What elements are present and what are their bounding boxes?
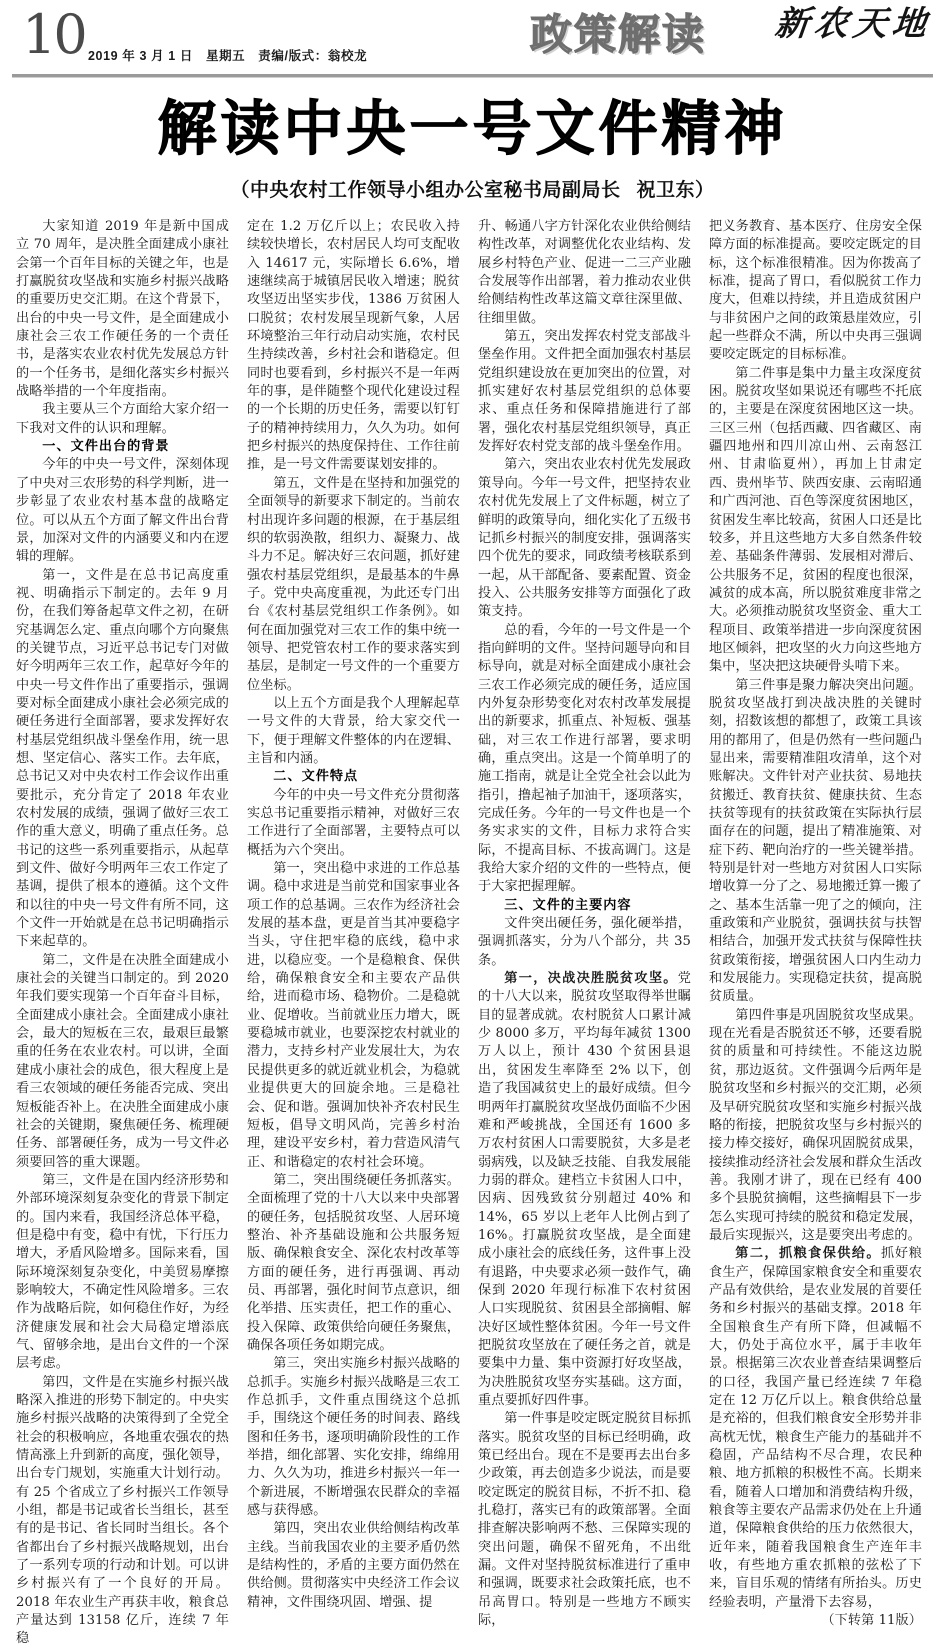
body-paragraph: 定在 1.2 万亿斤以上；农民收入持续较快增长，农村居民人均可支配收入 14617 元，实际增长 6.6%，增速继续高于城镇居民收入增速；脱贫攻坚迈出坚实步伐，1386 万贫困人口脱贫；农村发展呈现新气象，人居环境整治三年行动启动实施，农村民生持续改善，乡村社会和谐稳定。但同时也要看到，乡村振兴不是一年两年的事，是伴随整个现代化建设过程的一个长期的历史任务，需要以钉钉子的精神持续用力，久久为功。如何把乡村振兴的热度保持住、工作往前推，是一号文件需要谋划安排的。 — [247, 219, 460, 473]
article-body-columns — [0, 218, 945, 1649]
page-number: 10 — [22, 3, 85, 66]
body-paragraph — [478, 970, 691, 1410]
body-paragraph: 第三，突出实施乡村振兴战略的总抓手。实施乡村振兴战略是三农工作总抓手，文件重点围绕这个总抓手，围绕这个硬任务的时间表、路线图和任务书，逐项明确阶段性的工作举措，细化部署、实化安排，绵绵用力、久久为功，推进乡村振兴一年一个新进展，不断增强农民群众的幸福感与获得感。 — [247, 1356, 460, 1519]
article-headline: 解读中央一号文件精神 — [157, 94, 788, 163]
section-heading: 二、文件特点 — [273, 769, 359, 785]
body-paragraph: 第二件事是集中力量主攻深度贫困。脱贫攻坚如果说还有哪些不托底的，主要是在深度贫困地区这一块。三区三州（包括西藏、四省藏区、南疆四地州和四川凉山州、云南怒江州、甘肃临夏州），再加上甘肃定西、贵州毕节、陕西安康、云南昭通和广西河池、百色等深度贫困地区，贫困发生率比较高，贫困人口还是比较多，并且这些地方大多自然条件较差、基础条件薄弱、发展相对滞后、公共服务不足，贫困的程度也很深，减贫的成本高，所以脱贫难度非常之大。必须推动脱贫攻坚资金、重大工程项目、政策举措进一步向深度贫困地区倾斜，把攻坚的火力向这些地方集中，坚决把这块硬骨头啃下来。 — [709, 365, 922, 675]
article-byline — [0, 178, 945, 202]
newspaper-brand-logo: 新农天地 — [772, 4, 934, 44]
body-paragraph: 大家知道 2019 年是新中国成立 70 周年，是决胜全面建成小康社会第一个百年目标的关键之年，也是打赢脱贫攻坚战和实施乡村振兴战略的重要历史交汇期。在这个背景下，出台的中央一号文件，是全面建成小康社会三农工作硬任务的一个责任书，是落实农业农村优先发展总方针的一个任务书，是细化落实乡村振兴战略举措的一个年度指南。 — [16, 219, 229, 400]
body-paragraph: 今年的中央一号文件充分贯彻落实总书记重要指示精神，对做好三农工作进行了全面部署，主要特点可以概括为六个突出。 — [247, 787, 460, 858]
body-paragraph: 我主要从三个方面给大家介绍一下我对文件的认识和理解。 — [16, 402, 229, 436]
section-title: 政策解读 — [530, 10, 707, 59]
editor-credit: 责编/版式：翁校龙 — [258, 49, 368, 63]
column-4 — [709, 218, 922, 1630]
body-paragraph: 文件突出硬任务，强化硬举措，强调抓落实，分为八个部分，共 35 条。 — [478, 916, 691, 968]
body-paragraph: 第三件事是聚力解决突出问题。脱贫攻坚战打到决战决胜的关键时刻，招数该想的都想了，政策工具该用的都用了，但是仍然有一些问题凸显出来，需要精准阻攻清单，这个对账解决。文件针对产业扶贫、易地扶贫搬迁、教育扶贫、健康扶贫、生态扶贫等现有的扶贫政策在实际执行层面存在的问题，提出了精准施策、对症下药、靶向治疗的一些关键举措。特别是针对一些地方对贫困人口实际增收算一分了之、易地搬迁算一搬了之、基本生活靠一兜了之的倾向，注重政策和产业脱贫，强调扶贫与扶智相结合，加强开发式扶贫与保障性扶贫政策衔接，增强贫困人口内生动力和发展能力。实现稳定扶贫，提高脱贫质量。 — [709, 677, 922, 1005]
body-paragraph — [709, 1245, 922, 1612]
body-paragraph: 把义务教育、基本医疗、住房安全保障方面的标准提高。要咬定既定的目标，这个标准很精准。因为你拨高了标准，提高了胃口，看似脱贫工作力度大，但难以持续，并且造成贫困户与非贫困户之间的政策悬崖效应，引起一些群众不满，所以中央再三强调要咬定既定的目标标准。 — [709, 219, 922, 363]
body-paragraph: 第五，文件是在坚持和加强党的全面领导的新要求下制定的。当前农村出现许多问题的根源，在于基层组织的软弱涣散，组织力、凝聚力、战斗力不足。解决好三农问题，抓好建强农村基层党组织，是最基本的牛鼻子。党中央高度重视，为此还专门出台《农村基层党组织工作条例》。如何在面加强党对三农工作的集中统一领导、把党管农村工作的要求落实到基层，是制定一号文件的一个重要方位坐标。 — [247, 475, 460, 693]
body-paragraph: 第三，文件是在国内经济形势和外部环境深刻复杂变化的背景下制定的。国内来看，我国经济总体平稳，但是稳中有变，稳中有忧，下行压力增大，矛盾风险增多。国际来看，国际环境深刻复杂变化，中美贸易摩擦影响较大，不确定性风险增多。三农作为战略后院，如何稳住作好，为经济健康发展和社会大局稳定增添底气、留够余地，是出台文件的一个深层考虑。 — [16, 1172, 229, 1372]
body-paragraph: 第二，突出围绕硬任务抓落实。全面梳理了党的十八大以来中央部署的硬任务，包括脱贫攻坚、人居环境整治、补齐基础设施和公共服务短版、确保粮食安全、深化农村改革等方面的硬任务，进行再强调、再动员、再部署，强化时间节点意识，细化举措、压实责任，把工作的重心、投入保障、政策供给向硬任务聚焦，确保各项任务如期完成。 — [247, 1172, 460, 1353]
body-paragraph: 总的看，今年的一号文件是一个指向鲜明的文件。坚持问题导向和目标导向，就是对标全面建成小康社会三农工作必须完成的硬任务，适应国内外复杂形势变化对农村改革发展提出的新要求，抓重点、补短板、强基础，对三农工作进行部署，要求明确，重点突出。这是一个简单明了的施工指南，就是让全党全社会以此为指引，撸起袖子加油干，逐项落实，完成任务。今年的一号文件也是一个务实求实的文件，目标力求符合实际，不提高目标、不拔高调门。这是我给大家介绍的文件的一些特点，便于大家把握理解。 — [478, 622, 691, 895]
dateline — [88, 46, 380, 64]
weekday: 星期五 — [205, 49, 246, 63]
headline-block — [0, 96, 945, 202]
header-divider-rule — [12, 74, 933, 77]
body-paragraph: 第五，突出发挥农村党支部战斗堡垒作用。文件把全面加强农村基层党组织建设放在更加突出的位置，对抓实建好农村基层党组织的总体要求、重点任务和保障措施进行了部署，强化农村基层党组织领导，真正发挥好农村党支部的战斗堡垒作用。 — [478, 329, 691, 455]
section-heading: 三、文件的主要内容 — [504, 897, 632, 913]
body-paragraph: 第四，突出农业供给侧结构改革主线。当前我国农业的主要矛盾仍然是结构性的，矛盾的主要方面仍然在供给侧。贯彻落实中央经济工作会议精神，文件围绕巩固、增强、提 — [247, 1521, 460, 1610]
body-paragraph: 第一，突出稳中求进的工作总基调。稳中求进是当前党和国家事业各项工作的总基调。三农作为经济社会发展的基本盘，更是首当其冲要稳字当头，守住把牢稳的底线，稳中求进，以稳应变。一个是稳粮食、保供给，确保粮食安全和主要农产品供给，进而稳市场、稳物价。二是稳就业、促增收。当前就业压力增大，既要稳城市就业，也要深挖农村就业的潜力，支持乡村产业发展壮大，为农民提供更多的就近就业机会，为稳就业提供更大的回旋余地。三是稳社会、促和谐。强调加快补齐农村民生短板，倡导文明风尚，完善乡村治理，建设平安乡村，着力营造风清气正、和谐稳定的农村社会环境。 — [247, 861, 460, 1170]
continued-on-page-note: （下转第 11版） — [821, 1613, 922, 1629]
column-3 — [478, 218, 691, 1630]
paragraph-lead-in: 第一，决战决胜脱贫攻坚。 — [504, 971, 678, 987]
body-paragraph: 第四，文件是在实施乡村振兴战略深入推进的形势下制定的。中央实施乡村振兴战略的决策得到了全党全社会的积极响应，各地重农强农的热情高涨上升到新的高度，强化领导，出台专门规划，实施重大计划行动。有 25 个省成立了乡村振兴工作领导小组，都是书记或省长当组长，甚至有的是书记、省长同时当组长。各个省都出台了乡村振兴战略规划，出台了一系列专项的行动和计划。可以讲乡村振兴有了一个良好的开局。2018 年农业生产再获丰收，粮食总产量达到 13158 亿斤，连续 7 年稳 — [16, 1374, 229, 1647]
body-paragraph: 第二，文件是在决胜全面建成小康社会的关键当口制定的。到 2020 年我们要实现第一个百年奋斗目标，全面建成小康社会。全面建成小康社会，最大的短板在三农，最艰巨最繁重的任务在农业农村。可以讲，全面建成小康社会的成色，很大程度上是看三农领域的硬任务能否完成、突出短板能否补上。在决胜全面建成小康社会的关键期，聚焦硬任务、梳理硬任务、部署硬任务，成为一号文件必须要回答的重大课题。 — [16, 952, 229, 1170]
body-paragraph: 以上五个方面是我个人理解起草一号文件的大背景，给大家交代一下，便于理解文件整体的内在逻辑、主旨和内涵。 — [247, 695, 460, 766]
body-paragraph: 今年的中央一号文件，深刻体现了中央对三农形势的科学判断，进一步彰显了农业农村基本盘的战略定位。可以从五个方面了解文件出台背景，加深对文件的内涵要义和内在逻辑的理解。 — [16, 457, 229, 565]
column-2 — [247, 218, 460, 1612]
body-paragraph: 第四件事是巩固脱贫攻坚成果。现在光看是否脱贫还不够，还要看脱贫的质量和可持续性。不能这边脱贫，那边返贫。文件强调今后两年是脱贫攻坚和乡村振兴的交汇期，必须及早研究脱贫攻坚和实施乡村振兴战略的衔接，把脱贫攻坚与乡村振兴的接力棒交接好，确保巩固脱贫成果，接续推动经济社会发展和群众生活改善。我刚才讲了，现在已经有 400 多个县脱贫摘帽，这些摘帽县下一步怎么实现可持续的脱贫和稳定发展，最后实现振兴，这是要突出考虑的。 — [709, 1007, 922, 1243]
column-1 — [16, 218, 229, 1649]
paragraph-lead-in: 第二，抓粮食保供给。 — [735, 1246, 881, 1262]
section-heading: 一、文件出台的背景 — [42, 439, 170, 455]
publication-date: 2019 年 3 月 1 日 — [88, 49, 193, 63]
paragraph-text: 抓好粮食生产，保障国家粮食安全和重要农产品有效供给，是农业发展的首要任务和乡村振兴的基础支撑。2018 年全国粮食生产有所下降，但减幅不大，仍处于高位水平，属于丰收年景。根据第三次农业普查结果调整后的口径，我国产量已经连续 7 年稳定在 12 万亿斤以上。粮食供给总量是充裕的，但我们粮食安全形势并非高枕无忧，粮食生产能力的基础并不稳固，产品结构不尽合理，农民种粮、地方抓粮的积极性不高。长期来看，随着人口增加和消费结构升级，粮食等主要农产品需求仍处在上升通道，保障粮食供给的压力依然很大，近年来，随着我国粮食生产连年丰收，有些地方重农抓粮的弦松了下来，盲目乐观的情绪有所抬头。历史经验表明，产量滑下去容易， — [709, 1246, 922, 1610]
body-paragraph: 第一件事是咬定既定脱贫目标抓落实。脱贫攻坚的目标已经明确，政策已经出台。现在不是要再去出台多少政策，再去创造多少说法，而是要咬定既定的脱贫目标，不折不扣、稳扎稳打，落实已有的政策部署。全面排查解决影响两不愁、三保障实现的突出问题，确保不留死角，不出纰漏。文件对坚持脱贫标准进行了重申和强调，既要求社会政策托底，也不吊高胃口。特别是一些地方不顾实际， — [478, 1411, 691, 1629]
paragraph-text: 党的十八大以来，脱贫攻坚取得举世瞩目的显著成就。农村脱贫人口累计减少 8000 多万，平均每年减贫 1300 万人以上，预计 430 个贫困县退出，贫困发生率降至 2% 以下，创造了我国减贫史上的最好成绩。但今明两年打赢脱贫攻坚战仍面临不少困难和严峻挑战，全国还有 1600 多万农村贫困人口需要脱贫，大多是老弱病残，以及缺乏技能、自我发展能力弱的群众。建档立卡贫困人口中，因病、因残致贫分别超过 40% 和 14%，65 岁以上老年人比例占到了 16%。打赢脱贫攻坚战，是全面建成小康社会的底线任务，这件事上没有退路，中央要求必须一鼓作气，确保到 2020 年现行标准下农村贫困人口实现脱贫、贫困县全部摘帽、解决好区域性整体贫困。今年一号文件把脱贫攻坚放在了硬任务之首，就是要集中力量、集中资源打好攻坚战，为决胜脱贫攻坚夯实基础。这方面，重点要抓好四件事。 — [478, 971, 691, 1408]
body-paragraph: 第一，文件是在总书记高度重视、明确指示下制定的。去年 9 月份，在我们筹备起草文件之初，在研究基调怎么定、重点向哪个方向聚焦的关键节点，习近平总书记专门对做好今明两年三农工作，起草好今年的中央一号文件作出了重要指示，强调要对标全面建成小康社会必须完成的硬任务进行全面部署，要求发挥好农村基层党组织战斗堡垒作用，统一思想、坚定信心、落实工作。去年底，总书记又对中央农村工作会议作出重要批示，充分肯定了 2018 年农业农村发展的成绩，强调了做好三农工作的重大意义，明确了重点任务。总书记的这些一系列重要指示，从起草到文件、做好今明两年三农工作定了基调，提供了根本的遵循。这个文件和以往的中央一号文件有所不同，这个文件一开始就是在总书记明确指示下来起草的。 — [16, 567, 229, 950]
byline-author: 祝卫东） — [636, 179, 715, 201]
page-masthead — [0, 0, 945, 78]
body-paragraph: 第六，突出农业农村优先发展政策导向。今年一号文件，把坚持农业农村优先发展上了文件标题，树立了鲜明的政策导向，细化实化了五级书记抓乡村振兴的制度安排，强调落实四个优先的要求，同政绩考核联系到一起，从干部配备、要素配置、资金投入、公共服务安排等方面强化了政策支持。 — [478, 457, 691, 620]
byline-affiliation: （中央农村工作领导小组办公室秘书局副局长 — [230, 179, 621, 201]
body-paragraph: 升、畅通八字方针深化农业供给侧结构性改革，对调整优化农业结构、发展乡村特色产业、促进一二三产业融合发展等作出部署，着力推动农业供给侧结构性改革这篇文章往深里做、往细里做。 — [478, 219, 691, 326]
